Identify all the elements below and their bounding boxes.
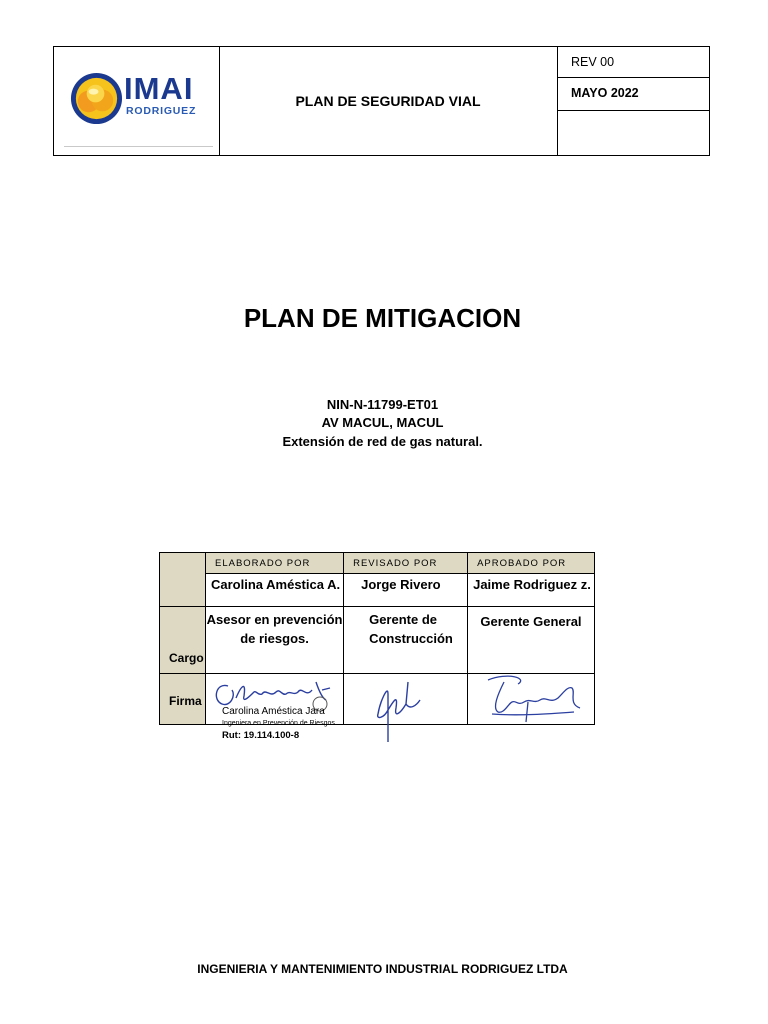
- role-elaborado-line1: Asesor en prevención: [206, 612, 343, 627]
- header-elaborado: ELABORADO POR: [206, 553, 344, 574]
- approval-table: [159, 552, 595, 741]
- approval-header-row: [160, 553, 595, 574]
- project-address: AV MACUL, MACUL: [321, 415, 444, 430]
- corner-cell: [160, 553, 206, 607]
- responsible-stamp: [222, 706, 335, 742]
- role-elaborado: [206, 607, 344, 674]
- logo-icon: [69, 71, 124, 126]
- name-revisado: Jorge Rivero: [344, 574, 468, 607]
- signature-revisado: [344, 674, 468, 725]
- project-code: NIN-N-11799-ET01: [326, 397, 439, 412]
- logo-cell: [54, 47, 220, 155]
- revision: REV 00: [558, 47, 710, 78]
- logo-imai-text: IMAI: [124, 71, 194, 106]
- role-aprobado-line1: Gerente General: [480, 614, 582, 629]
- logo-subtext: RODRIGUEZ: [126, 105, 197, 117]
- header-meta: [557, 47, 710, 155]
- signature-aprobado: [468, 674, 595, 725]
- firma-label: Firma: [160, 674, 206, 725]
- role-aprobado: [468, 607, 595, 674]
- signature-jorge: [344, 674, 468, 744]
- company-footer: INGENIERIA Y MANTENIMIENTO INDUSTRIAL RODRIGUEZ LTDA: [197, 962, 568, 976]
- document-date: MAYO 2022: [558, 78, 710, 111]
- role-revisado: [344, 607, 468, 674]
- header-aprobado: APROBADO POR: [468, 553, 595, 574]
- stamp-title: Ingeniera en Prevención de Riesgos: [222, 720, 335, 727]
- name-aprobado: Jaime Rodriguez z.: [468, 574, 595, 607]
- header-title: PLAN DE SEGURIDAD VIAL: [295, 93, 481, 109]
- name-elaborado: Carolina Améstica A.: [206, 574, 344, 607]
- stamp-name: Carolina Améstica Jara: [222, 706, 325, 717]
- logo-wordmark: [124, 73, 196, 117]
- role-revisado-line2: Construcción: [369, 631, 453, 646]
- project-description: Extensión de red de gas natural.: [282, 434, 483, 449]
- stamp-rut: Rut: 19.114.100-8: [222, 730, 300, 741]
- cargo-row: [160, 607, 595, 674]
- page-title: PLAN DE MITIGACION: [243, 303, 522, 333]
- header-revisado: REVISADO POR: [344, 553, 468, 574]
- signature-jaime: [468, 674, 592, 724]
- empty-cell: [558, 111, 710, 155]
- logo-divider: [64, 146, 213, 147]
- names-row: [160, 574, 595, 607]
- role-elaborado-line2: de riesgos.: [240, 631, 309, 646]
- document-header: [53, 46, 710, 156]
- role-revisado-line1: Gerente de: [369, 612, 438, 627]
- cargo-label: Cargo: [160, 607, 206, 674]
